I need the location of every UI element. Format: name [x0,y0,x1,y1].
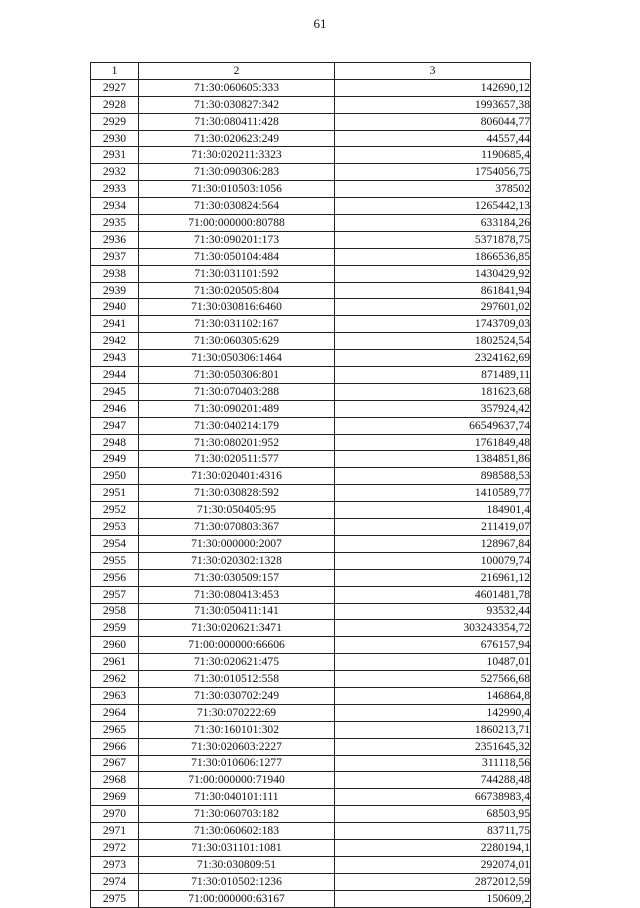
row-number-cell: 2940 [91,299,139,316]
cadastral-number-cell: 71:30:160101:302 [139,721,335,738]
table-row [91,400,531,417]
row-number-cell: 2974 [91,873,139,890]
cadastral-number-cell: 71:30:020211:3323 [139,147,335,164]
table-row [91,873,531,890]
row-number-cell: 2943 [91,350,139,367]
table-row [91,738,531,755]
row-number-cell: 2934 [91,198,139,215]
cadastral-number-cell: 71:30:090201:489 [139,400,335,417]
cadastral-number-cell: 71:30:030828:592 [139,485,335,502]
cadastral-number-cell: 71:30:050306:801 [139,367,335,384]
value-cell: 66549637,74 [335,417,531,434]
table-row [91,789,531,806]
row-number-cell: 2958 [91,603,139,620]
value-cell: 806044,77 [335,113,531,130]
row-number-cell: 2939 [91,282,139,299]
header-row [91,63,531,80]
cadastral-number-cell: 71:30:031101:592 [139,265,335,282]
cadastral-number-cell: 71:30:020621:3471 [139,620,335,637]
value-cell: 1384851,86 [335,451,531,468]
row-number-cell: 2972 [91,839,139,856]
row-number-cell: 2952 [91,502,139,519]
table-row [91,451,531,468]
table-row [91,620,531,637]
value-cell: 1430429,92 [335,265,531,282]
value-cell: 871489,11 [335,367,531,384]
cadastral-number-cell: 71:30:050405:95 [139,502,335,519]
value-cell: 2324162,69 [335,350,531,367]
table-row [91,806,531,823]
row-number-cell: 2933 [91,181,139,198]
table-row [91,839,531,856]
value-cell: 1993657,38 [335,96,531,113]
table-row [91,248,531,265]
cadastral-number-cell: 71:30:060605:333 [139,79,335,96]
table-row [91,704,531,721]
row-number-cell: 2964 [91,704,139,721]
cadastral-number-cell: 71:30:050411:141 [139,603,335,620]
table-row [91,198,531,215]
value-cell: 1754056,75 [335,164,531,181]
row-number-cell: 2973 [91,856,139,873]
cadastral-number-cell: 71:30:030809:51 [139,856,335,873]
value-cell: 128967,84 [335,535,531,552]
cadastral-number-cell: 71:30:070222:69 [139,704,335,721]
row-number-cell: 2956 [91,569,139,586]
row-number-cell: 2953 [91,519,139,536]
table-row [91,96,531,113]
cadastral-number-cell: 71:30:030702:249 [139,687,335,704]
row-number-cell: 2954 [91,535,139,552]
value-cell: 676157,94 [335,637,531,654]
table-row [91,417,531,434]
table-row [91,519,531,536]
value-cell: 357924,42 [335,400,531,417]
cadastral-number-cell: 71:30:020505:804 [139,282,335,299]
cadastral-number-cell: 71:30:030827:342 [139,96,335,113]
cadastral-number-cell: 71:30:080411:428 [139,113,335,130]
table-body [91,79,531,907]
value-cell: 292074,01 [335,856,531,873]
cadastral-number-cell: 71:30:020621:475 [139,654,335,671]
table-row [91,890,531,907]
table-row [91,772,531,789]
row-number-cell: 2932 [91,164,139,181]
table-row [91,468,531,485]
cadastral-number-cell: 71:00:000000:71940 [139,772,335,789]
table-row [91,164,531,181]
value-cell: 1743709,03 [335,316,531,333]
row-number-cell: 2937 [91,248,139,265]
cadastral-number-cell: 71:00:000000:63167 [139,890,335,907]
table-row [91,265,531,282]
row-number-cell: 2965 [91,721,139,738]
table-row [91,350,531,367]
row-number-cell: 2950 [91,468,139,485]
row-number-cell: 2966 [91,738,139,755]
row-number-cell: 2969 [91,789,139,806]
row-number-cell: 2951 [91,485,139,502]
row-number-cell: 2959 [91,620,139,637]
row-number-cell: 2968 [91,772,139,789]
table-row [91,485,531,502]
table-row [91,721,531,738]
row-number-cell: 2936 [91,231,139,248]
cadastral-number-cell: 71:30:010502:1236 [139,873,335,890]
row-number-cell: 2942 [91,333,139,350]
value-cell: 93532,44 [335,603,531,620]
value-cell: 1265442,13 [335,198,531,215]
table-row [91,586,531,603]
cadastral-number-cell: 71:30:030509:157 [139,569,335,586]
value-cell: 2280194,1 [335,839,531,856]
value-cell: 1761849,48 [335,434,531,451]
row-number-cell: 2944 [91,367,139,384]
table-row [91,130,531,147]
table-row [91,434,531,451]
value-cell: 10487,01 [335,654,531,671]
value-cell: 311118,56 [335,755,531,772]
cadastral-number-cell: 71:30:010512:558 [139,671,335,688]
cadastral-value-table [90,62,531,908]
value-cell: 633184,26 [335,215,531,232]
row-number-cell: 2938 [91,265,139,282]
cadastral-number-cell: 71:30:020623:249 [139,130,335,147]
cadastral-number-cell: 71:30:050306:1464 [139,350,335,367]
value-cell: 146864,8 [335,687,531,704]
cadastral-number-cell: 71:30:080413:453 [139,586,335,603]
table-row [91,231,531,248]
table-row [91,113,531,130]
cadastral-number-cell: 71:30:080201:952 [139,434,335,451]
row-number-cell: 2927 [91,79,139,96]
table-row [91,535,531,552]
table-row [91,367,531,384]
row-number-cell: 2931 [91,147,139,164]
row-number-cell: 2945 [91,383,139,400]
table-row [91,552,531,569]
cadastral-number-cell: 71:30:060703:182 [139,806,335,823]
table-row [91,282,531,299]
row-number-cell: 2949 [91,451,139,468]
value-cell: 297601,02 [335,299,531,316]
column-header-2: 2 [139,63,335,80]
row-number-cell: 2947 [91,417,139,434]
row-number-cell: 2961 [91,654,139,671]
cadastral-number-cell: 71:30:031102:167 [139,316,335,333]
row-number-cell: 2975 [91,890,139,907]
row-number-cell: 2928 [91,96,139,113]
cadastral-number-cell: 71:30:030824:564 [139,198,335,215]
table-row [91,383,531,400]
row-number-cell: 2955 [91,552,139,569]
value-cell: 898588,53 [335,468,531,485]
value-cell: 142690,12 [335,79,531,96]
row-number-cell: 2941 [91,316,139,333]
table-row [91,569,531,586]
value-cell: 5371878,75 [335,231,531,248]
row-number-cell: 2946 [91,400,139,417]
value-cell: 150609,2 [335,890,531,907]
table-row [91,502,531,519]
cadastral-number-cell: 71:30:010503:1056 [139,181,335,198]
table-row [91,755,531,772]
value-cell: 184901,4 [335,502,531,519]
page-number: 61 [313,16,327,31]
cadastral-number-cell: 71:00:000000:66606 [139,637,335,654]
value-cell: 2872012,59 [335,873,531,890]
table-row [91,823,531,840]
table-row [91,333,531,350]
row-number-cell: 2929 [91,113,139,130]
value-cell: 66738983,4 [335,789,531,806]
row-number-cell: 2967 [91,755,139,772]
value-cell: 181623,68 [335,383,531,400]
row-number-cell: 2935 [91,215,139,232]
value-cell: 744288,48 [335,772,531,789]
cadastral-number-cell: 71:30:020302:1328 [139,552,335,569]
value-cell: 68503,95 [335,806,531,823]
value-cell: 527566,68 [335,671,531,688]
row-number-cell: 2960 [91,637,139,654]
table-row [91,316,531,333]
table-row [91,299,531,316]
table-row [91,147,531,164]
row-number-cell: 2948 [91,434,139,451]
cadastral-number-cell: 71:30:050104:484 [139,248,335,265]
value-cell: 1190685,4 [335,147,531,164]
value-cell: 100079,74 [335,552,531,569]
value-cell: 83711,75 [335,823,531,840]
row-number-cell: 2930 [91,130,139,147]
table-row [91,856,531,873]
row-number-cell: 2971 [91,823,139,840]
value-cell: 44557,44 [335,130,531,147]
cadastral-number-cell: 71:30:020511:577 [139,451,335,468]
cadastral-number-cell: 71:30:010606:1277 [139,755,335,772]
cadastral-number-cell: 71:30:060305:629 [139,333,335,350]
value-cell: 142990,4 [335,704,531,721]
cadastral-number-cell: 71:30:070803:367 [139,519,335,536]
value-cell: 378502 [335,181,531,198]
cadastral-number-cell: 71:30:040214:179 [139,417,335,434]
value-cell: 861841,94 [335,282,531,299]
value-cell: 211419,07 [335,519,531,536]
cadastral-number-cell: 71:30:031101:1081 [139,839,335,856]
cadastral-number-cell: 71:30:020401:4316 [139,468,335,485]
table-row [91,603,531,620]
row-number-cell: 2962 [91,671,139,688]
cadastral-number-cell: 71:30:040101:111 [139,789,335,806]
value-cell: 1410589,77 [335,485,531,502]
cadastral-number-cell: 71:30:070403:288 [139,383,335,400]
value-cell: 4601481,78 [335,586,531,603]
table-row [91,671,531,688]
value-cell: 2351645,32 [335,738,531,755]
cadastral-number-cell: 71:30:000000:2007 [139,535,335,552]
value-cell: 1866536,85 [335,248,531,265]
row-number-cell: 2957 [91,586,139,603]
table-header [91,63,531,80]
column-header-1: 1 [91,63,139,80]
table-row [91,79,531,96]
cadastral-number-cell: 71:30:020603:2227 [139,738,335,755]
column-header-3: 3 [335,63,531,80]
table-row [91,215,531,232]
row-number-cell: 2970 [91,806,139,823]
value-cell: 216961,12 [335,569,531,586]
table-row [91,637,531,654]
row-number-cell: 2963 [91,687,139,704]
table-row [91,654,531,671]
table-row [91,181,531,198]
value-cell: 303243354,72 [335,620,531,637]
cadastral-number-cell: 71:30:090201:173 [139,231,335,248]
value-cell: 1860213,71 [335,721,531,738]
cadastral-number-cell: 71:30:090306:283 [139,164,335,181]
cadastral-number-cell: 71:00:000000:80788 [139,215,335,232]
table-row [91,687,531,704]
value-cell: 1802524,54 [335,333,531,350]
cadastral-number-cell: 71:30:060602:183 [139,823,335,840]
cadastral-number-cell: 71:30:030816:6460 [139,299,335,316]
